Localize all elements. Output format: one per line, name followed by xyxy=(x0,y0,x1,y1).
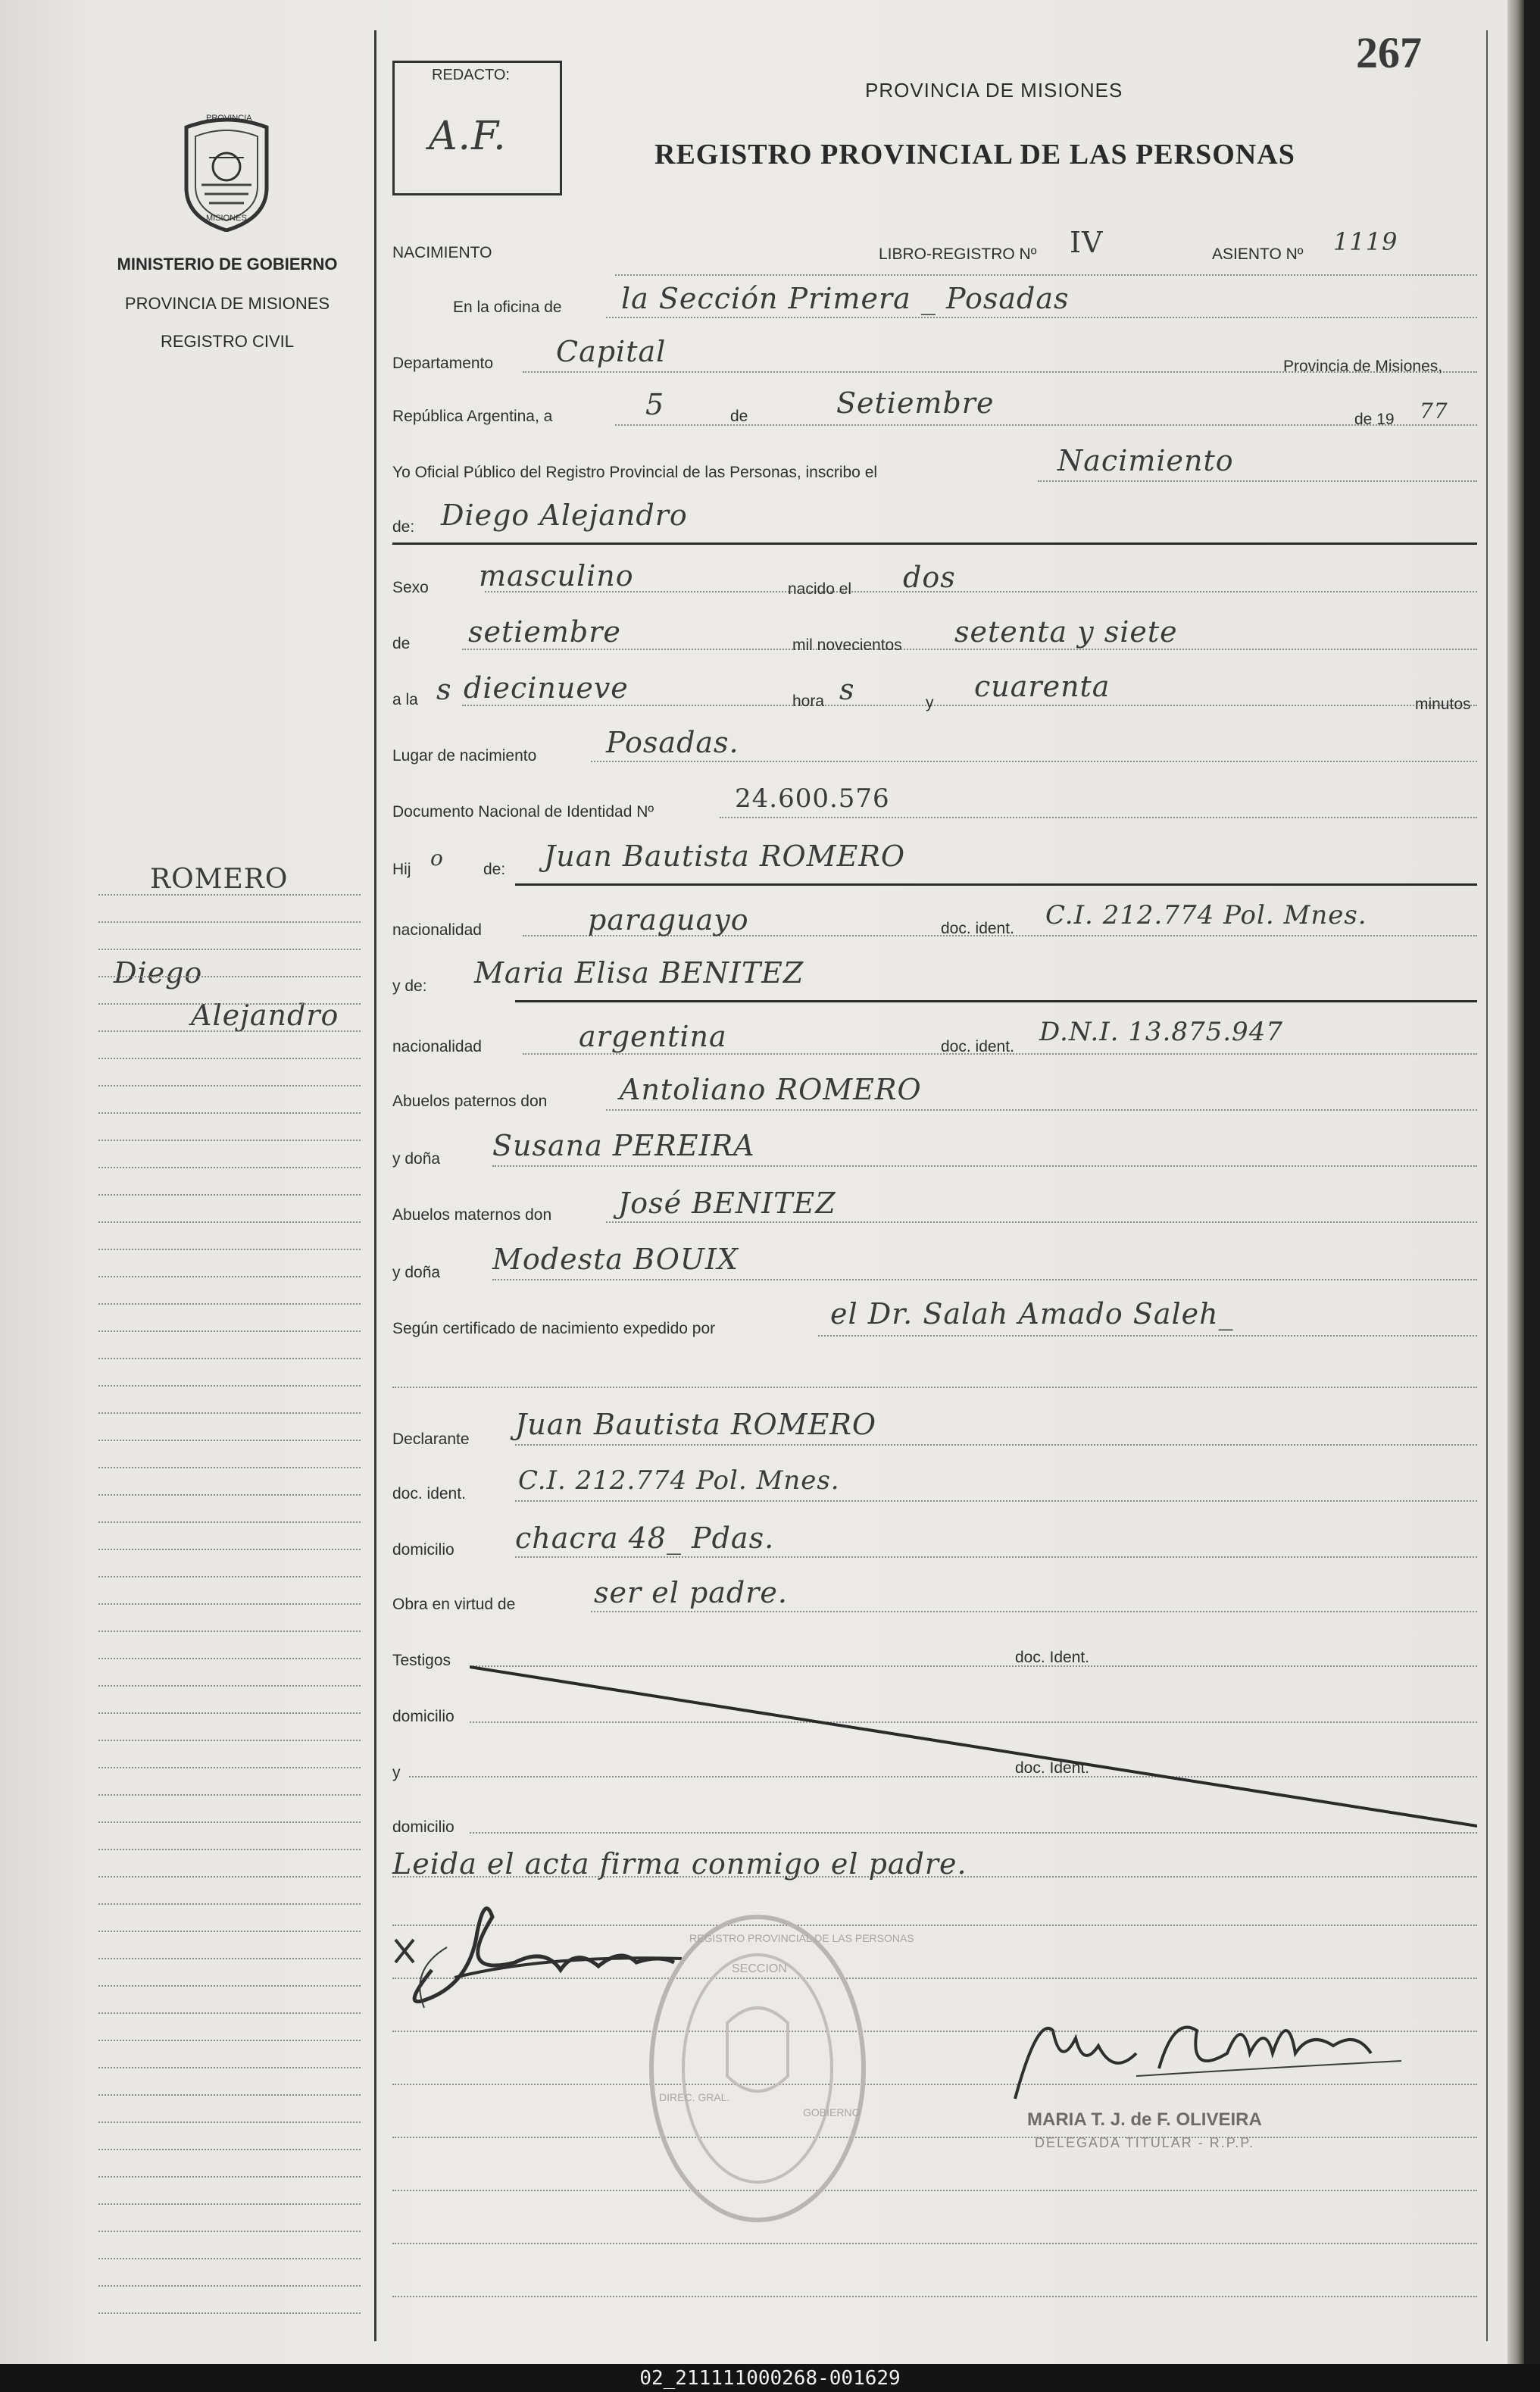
mil-label: mil novecientos xyxy=(792,636,902,654)
closing-value: Leida el acta firma conmigo el padre. xyxy=(392,1847,967,1881)
header-province: PROVINCIA DE MISIONES xyxy=(865,79,1123,102)
margin-rule-line xyxy=(98,1030,361,1032)
body-rule-line xyxy=(515,1444,1477,1446)
margin-rule-line xyxy=(98,1249,361,1250)
abuelos-pat-label: Abuelos paternos don xyxy=(392,1093,548,1110)
dni-label: Documento Nacional de Identidad Nº xyxy=(392,803,654,821)
body-rule-line xyxy=(515,1500,1477,1502)
oficina-value: la Sección Primera _ Posadas xyxy=(621,282,1070,315)
body-rule-line xyxy=(392,2243,1477,2244)
footer-image-id: 02_211111000268-001629 xyxy=(639,2367,901,2390)
mes-value: Setiembre xyxy=(836,386,995,420)
madre-doc-label: doc. ident. xyxy=(941,1038,1014,1055)
abuelos-mat-label: Abuelos maternos don xyxy=(392,1206,552,1224)
madre-nacionalidad-label: nacionalidad xyxy=(392,1038,482,1055)
margin-rule-line xyxy=(98,1794,361,1796)
declarante-label: Declarante xyxy=(392,1431,470,1448)
margin-rule-line xyxy=(98,1112,361,1114)
acto-value: Nacimiento xyxy=(1057,444,1234,477)
ala-label: a la xyxy=(392,691,418,708)
declarante-doc-label: doc. ident. xyxy=(392,1485,466,1502)
margin-rule-line xyxy=(98,1330,361,1332)
margin-rule-line xyxy=(98,1412,361,1414)
ala-suffix: s xyxy=(436,673,452,706)
record-type-label: NACIMIENTO xyxy=(392,244,492,261)
margin-rule-line xyxy=(98,1194,361,1196)
margin-rule-line xyxy=(98,1167,361,1168)
margin-rule-line xyxy=(98,1903,361,1905)
madre-label: y de: xyxy=(392,977,427,995)
margin-given-2: Alejandro xyxy=(191,999,339,1032)
margin-rule-line xyxy=(98,1767,361,1768)
page-number: 267 xyxy=(1356,28,1422,77)
body-rule-line xyxy=(462,705,1477,706)
abuelo-mat-value: José BENITEZ xyxy=(618,1187,836,1220)
stamp-inner-text: SECCION xyxy=(732,1962,787,1975)
anio-label: de 19 xyxy=(1354,411,1395,428)
body-rule-line xyxy=(492,1165,1477,1167)
body-rule-line xyxy=(606,1109,1477,1111)
declarante-doc-value: C.I. 212.774 Pol. Mnes. xyxy=(518,1465,840,1496)
nacido-label: nacido el xyxy=(788,580,852,598)
minutos-value: cuarenta xyxy=(974,670,1110,703)
padre-value: Juan Bautista ROMERO xyxy=(544,840,906,873)
body-rule-line xyxy=(392,1387,1477,1388)
madre-doc-value: D.N.I. 13.875.947 xyxy=(1039,1017,1283,1047)
testigos-doc-label: doc. Ident. xyxy=(1015,1649,1090,1666)
body-rule-line xyxy=(591,761,1477,762)
minutos-label: minutos xyxy=(1415,696,1471,713)
libro-value: IV xyxy=(1070,226,1104,259)
nacido-dia-value: dos xyxy=(903,561,956,594)
nacido-de-label: de xyxy=(392,635,411,652)
oficial-text: Yo Oficial Público del Registro Provincial de las Personas, inscribo el xyxy=(392,464,878,481)
nombre-label: de: xyxy=(392,518,415,536)
body-rule-line xyxy=(606,317,1477,318)
abuelo-pat-value: Antoliano ROMERO xyxy=(620,1073,922,1106)
body-rule-line xyxy=(591,1611,1477,1612)
official-signature-icon xyxy=(1007,1985,1417,2114)
margin-rule-line xyxy=(98,2312,361,2314)
asiento-value: 1119 xyxy=(1333,227,1398,256)
padre-doc-label: doc. ident. xyxy=(941,920,1014,937)
stamp-side-right: GOBIERNO xyxy=(803,2106,861,2118)
margin-rule-line xyxy=(98,1303,361,1305)
certificado-value: el Dr. Salah Amado Saleh_ xyxy=(830,1297,1234,1330)
margin-rule-line xyxy=(98,1058,361,1059)
stamp-side-left: DIREC. GRAL. xyxy=(659,2091,730,2103)
margin-rule-line xyxy=(98,2094,361,2096)
margin-rule-line xyxy=(98,2067,361,2068)
margin-rule-line xyxy=(98,1549,361,1550)
departamento-value: Capital xyxy=(556,335,667,368)
margin-rule-line xyxy=(98,2176,361,2178)
abuela-mat-label: y doña xyxy=(392,1264,441,1281)
body-rule-line xyxy=(515,1556,1477,1558)
body-rule-line xyxy=(720,817,1477,818)
obra-label: Obra en virtud de xyxy=(392,1596,516,1613)
margin-rule xyxy=(374,30,376,2341)
horas-label: hora xyxy=(792,693,825,710)
page-edge xyxy=(1507,0,1524,2364)
body-rule-line xyxy=(492,1279,1477,1280)
madre-nacionalidad-value: argentina xyxy=(579,1020,727,1053)
body-rule-line xyxy=(392,2296,1477,2297)
margin-rule-line xyxy=(98,1876,361,1878)
margin-rule-line xyxy=(98,894,361,896)
margin-rule-line xyxy=(98,1740,361,1741)
departamento-label: Departamento xyxy=(392,355,494,372)
nombre-value: Diego Alejandro xyxy=(441,499,688,532)
seal-text-top: PROVINCIA xyxy=(206,114,252,123)
margin-rule-line xyxy=(98,2122,361,2123)
anio-value: 77 xyxy=(1420,399,1448,424)
abuela-mat-value: Modesta BOUIX xyxy=(492,1243,739,1276)
margin-rule-line xyxy=(98,1821,361,1823)
margin-rule-line xyxy=(98,1440,361,1441)
horas-suffix: s xyxy=(839,673,855,706)
margin-rule-line xyxy=(98,1385,361,1387)
margin-rule-line xyxy=(98,921,361,923)
padre-doc-value: C.I. 212.774 Pol. Mnes. xyxy=(1045,900,1367,930)
signer-title: DELEGADA TITULAR - R.P.P. xyxy=(1035,2135,1255,2150)
margin-rule-line xyxy=(98,1658,361,1659)
margin-rule-line xyxy=(98,1467,361,1468)
margin-rule-line xyxy=(98,2203,361,2205)
sexo-value: masculino xyxy=(479,559,634,593)
margin-rule-line xyxy=(98,2012,361,2014)
lugar-value: Posadas. xyxy=(606,726,739,759)
madre-value: Maria Elisa BENITEZ xyxy=(474,956,804,990)
redacto-value: A.F. xyxy=(429,114,507,159)
body-rule-line xyxy=(392,2190,1477,2191)
hijo-suffix: o xyxy=(430,846,444,871)
stamp-ring-text: REGISTRO PROVINCIAL DE LAS PERSONAS xyxy=(689,1932,914,1944)
seal-text-bottom: MISIONES xyxy=(206,214,247,223)
date-de-label: de xyxy=(730,408,748,425)
margin-rule-line xyxy=(98,1358,361,1359)
header-title: REGISTRO PROVINCIAL DE LAS PERSONAS xyxy=(654,139,1295,170)
solid-rule-line xyxy=(392,542,1477,545)
libro-label: LIBRO-REGISTRO Nº xyxy=(879,245,1037,263)
testigo-domicilio-label: domicilio xyxy=(392,1708,455,1725)
ministry-line-2: PROVINCIA DE MISIONES xyxy=(124,294,330,313)
margin-rule-line xyxy=(98,1576,361,1577)
margin-rule-line xyxy=(98,2149,361,2150)
testigos-strike-line xyxy=(470,1652,1477,1834)
testigo-domicilio-label-2: domicilio xyxy=(392,1818,455,1836)
body-rule-line xyxy=(615,274,1477,276)
margin-rule-line xyxy=(98,1958,361,1959)
solid-rule-line xyxy=(515,883,1477,886)
hijo-de-label: de: xyxy=(483,861,506,878)
margin-rule-line xyxy=(98,2285,361,2287)
lugar-label: Lugar de nacimiento xyxy=(392,747,537,765)
margin-rule-line xyxy=(98,1494,361,1496)
margin-rule-line xyxy=(98,1521,361,1523)
margin-rule-line xyxy=(98,2040,361,2041)
abuela-pat-label: y doña xyxy=(392,1150,441,1168)
body-rule-line xyxy=(818,1335,1477,1337)
y-label: y xyxy=(926,694,934,711)
padre-nacionalidad-value: paraguayo xyxy=(588,903,749,936)
margin-rule-line xyxy=(98,1140,361,1141)
body-rule-line xyxy=(392,2137,1477,2138)
dni-value: 24.600.576 xyxy=(735,783,890,814)
testigo-y-label: y xyxy=(392,1764,401,1781)
obra-value: ser el padre. xyxy=(594,1576,788,1609)
solid-rule-line xyxy=(515,1000,1477,1002)
margin-rule-line xyxy=(98,1085,361,1087)
margin-rule-line xyxy=(98,1631,361,1632)
certificado-label: Según certificado de nacimiento expedido por xyxy=(392,1320,716,1337)
declarante-value: Juan Bautista ROMERO xyxy=(515,1408,877,1441)
hijo-label: Hij xyxy=(392,861,411,878)
ministry-line-1: MINISTERIO DE GOBIERNO xyxy=(117,255,338,274)
oficina-label: En la oficina de xyxy=(453,299,562,316)
asiento-label: ASIENTO Nº xyxy=(1212,245,1304,263)
body-rule-line xyxy=(1038,480,1477,482)
ministry-line-3: REGISTRO CIVIL xyxy=(160,332,295,351)
margin-rule-line xyxy=(98,1276,361,1277)
registry-stamp-icon xyxy=(644,1909,871,2228)
margin-rule-line xyxy=(98,1849,361,1850)
margin-rule-line xyxy=(98,1003,361,1005)
testigo-doc-label-2: doc. Ident. xyxy=(1015,1759,1090,1777)
abuela-pat-value: Susana PEREIRA xyxy=(492,1129,755,1162)
provincia-suffix: Provincia de Misiones, xyxy=(1283,358,1443,375)
margin-rule-line xyxy=(98,976,361,977)
right-rule xyxy=(1486,30,1488,2341)
margin-rule-line xyxy=(98,1221,361,1223)
domicilio-value: chacra 48_ Pdas. xyxy=(515,1521,775,1555)
republica-label: República Argentina, a xyxy=(392,408,553,425)
nacido-anio-value: setenta y siete xyxy=(954,615,1178,649)
padre-nacionalidad-label: nacionalidad xyxy=(392,921,482,939)
signer-name: MARIA T. J. de F. OLIVEIRA xyxy=(1027,2109,1262,2130)
margin-rule-line xyxy=(98,949,361,950)
margin-rule-line xyxy=(98,2258,361,2259)
margin-rule-line xyxy=(98,1931,361,1932)
margin-given-1: Diego xyxy=(114,956,203,990)
margin-rule-line xyxy=(98,2231,361,2232)
testigos-label: Testigos xyxy=(392,1652,451,1669)
hora-value: diecinueve xyxy=(464,671,629,705)
sexo-label: Sexo xyxy=(392,579,429,596)
dia-value: 5 xyxy=(645,388,665,421)
body-rule-line xyxy=(462,649,1477,650)
nacido-mes-value: setiembre xyxy=(468,615,621,649)
margin-rule-line xyxy=(98,1712,361,1714)
redacto-label: REDACTO: xyxy=(432,67,510,83)
body-rule-line xyxy=(606,1221,1477,1223)
margin-rule-line xyxy=(98,1603,361,1605)
margin-surname: ROMERO xyxy=(150,864,289,895)
margin-rule-line xyxy=(98,1685,361,1687)
domicilio-label: domicilio xyxy=(392,1541,455,1559)
margin-rule-line xyxy=(98,1985,361,1987)
